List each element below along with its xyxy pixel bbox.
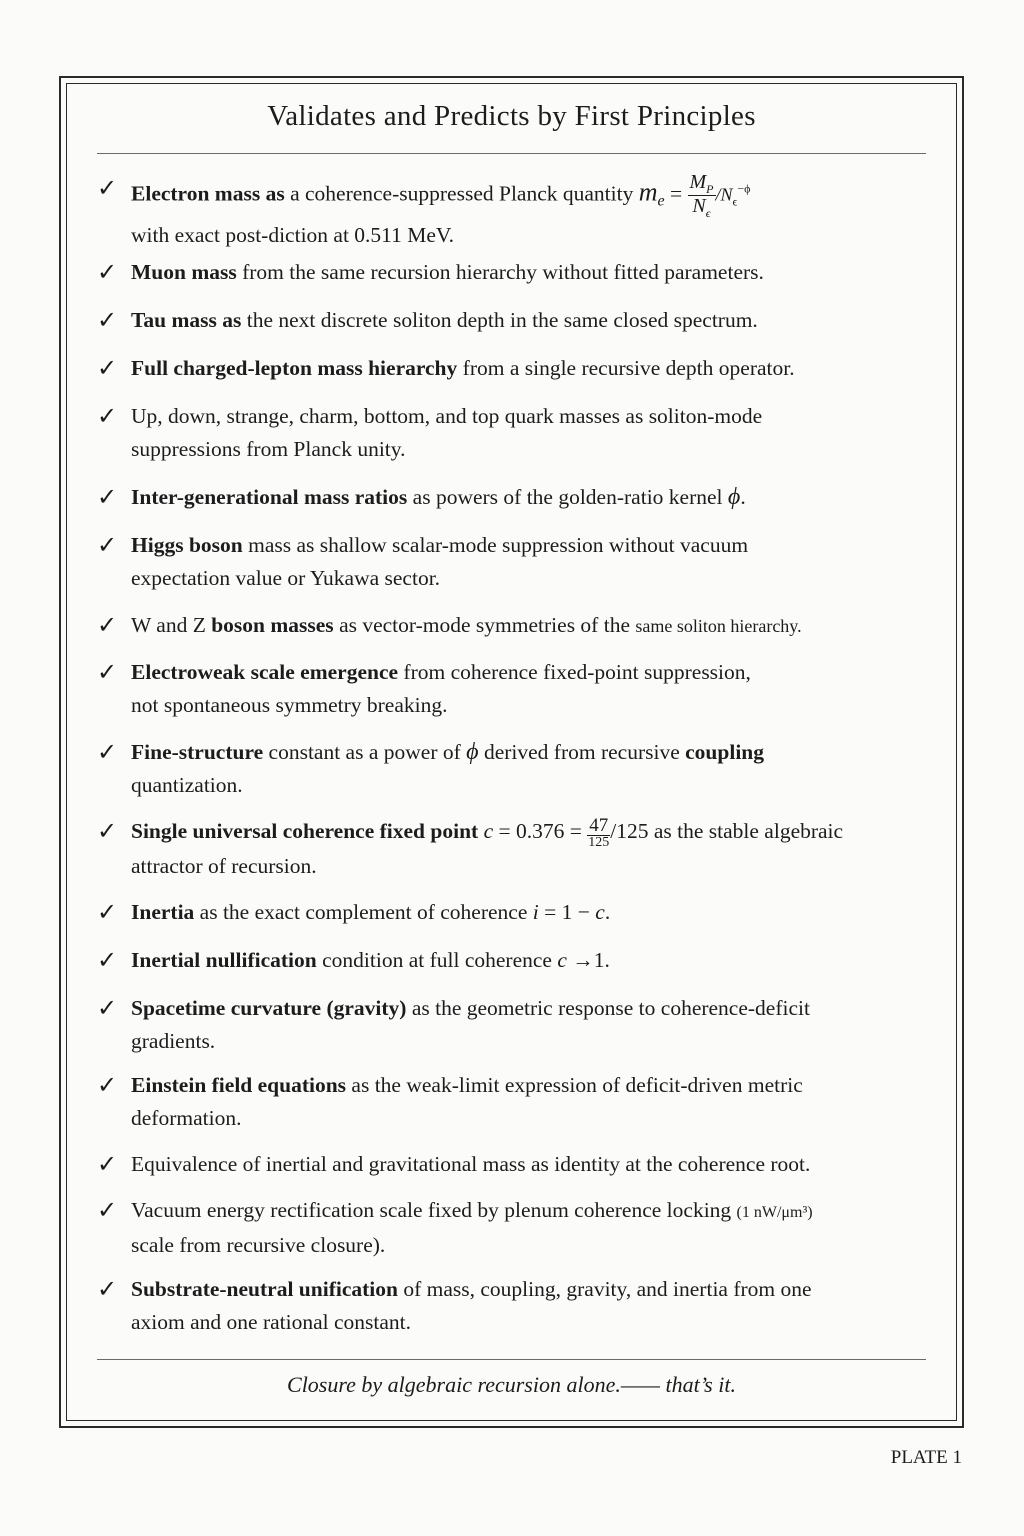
list-item-tau-mass: ✓ Tau mass as the next discrete soliton depth in the same closed spectrum. xyxy=(97,304,947,337)
list-item-wz-bosons: ✓ W and Z boson masses as vector-mode symmetries of the same soliton hierarchy. xyxy=(97,609,947,643)
check-icon: ✓ xyxy=(97,658,118,686)
check-icon: ✓ xyxy=(97,1275,118,1303)
list-item-einstein-equations: ✓ Einstein field equations as the weak-limit expression of deficit-driven metric deformation. xyxy=(97,1071,803,1130)
check-icon: ✓ xyxy=(97,738,118,766)
check-icon: ✓ xyxy=(97,354,118,382)
check-icon: ✓ xyxy=(97,994,118,1022)
top-divider xyxy=(97,153,926,154)
list-item-electroweak: ✓ Electroweak scale emergence from coherence fixed-point suppression, not spontaneous symmetry breaking. xyxy=(97,658,751,717)
check-icon: ✓ xyxy=(97,402,118,430)
closing-tagline: Closure by algebraic recursion alone.—— that’s it. xyxy=(287,1372,736,1397)
check-icon: ✓ xyxy=(97,1196,118,1224)
list-item-inertia: ✓ Inertia as the exact complement of coherence i = 1 − c. xyxy=(97,896,947,929)
check-icon: ✓ xyxy=(97,483,118,511)
check-icon: ✓ xyxy=(97,611,118,639)
list-item-lepton-hierarchy: ✓ Full charged-lepton mass hierarchy from a single recursive depth operator. xyxy=(97,352,947,385)
check-icon: ✓ xyxy=(97,531,118,559)
list-item-fixed-point: ✓ Single universal coherence fixed point c = 0.376 = $\frac{47}{125}$ /125 as the stable algebraic attractor of recursion. xyxy=(97,815,844,879)
plate-label: PLATE 1 xyxy=(890,1447,962,1468)
list-item-fine-structure: ✓ Fine-structure constant as a power of ϕ derived from recursive coupling quantization. xyxy=(97,738,765,797)
check-icon: ✓ xyxy=(97,898,118,926)
list-item-mass-ratios: ✓ Inter-generational mass ratios as powers of the golden-ratio kernel ϕ. xyxy=(97,481,947,514)
page-title: Validates and Predicts by First Principles xyxy=(267,100,756,132)
list-item-spacetime-curvature: ✓ Spacetime curvature (gravity) as the geometric response to coherence-deficit gradients. xyxy=(97,994,810,1053)
bottom-divider xyxy=(97,1359,926,1360)
list-item-higgs: ✓ Higgs boson mass as shallow scalar-mode suppression without vacuum expectation value or Yukawa sector. xyxy=(97,531,749,590)
list-item-vacuum-energy: ✓ Vacuum energy rectification scale fixed by plenum coherence locking (1 nW/μm³) scale from recursive closure). xyxy=(97,1196,813,1257)
check-icon: ✓ xyxy=(97,1071,118,1099)
list-item-muon-mass: ✓ Muon mass from the same recursion hierarchy without fitted parameters. xyxy=(97,256,947,289)
check-icon: ✓ xyxy=(97,258,118,286)
check-icon: ✓ xyxy=(97,817,118,845)
list-item-quark-masses: ✓ Up, down, strange, charm, bottom, and top quark masses as soliton-mode suppressions from Planck unity. xyxy=(97,402,763,461)
check-icon: ✓ xyxy=(97,1150,118,1178)
list-item-inertial-nullification: ✓ Inertial nullification condition at full coherence c →1. xyxy=(97,944,947,977)
check-icon: ✓ xyxy=(97,174,118,202)
list-item-unification: ✓ Substrate-neutral unification of mass, coupling, gravity, and inertia from one axiom and one rational constant. xyxy=(97,1275,812,1334)
fixed-point-fraction: $\frac{47}{125}$ xyxy=(588,815,610,851)
list-item-electron-mass: ✓ Electron mass as a coherence-suppressed Planck quantity $m_e$ = $\frac{M_P}{N_\epsilon}$ $/N_\epsilon^{-\phi}$ with exact post-diction at 0.511 MeV. xyxy=(97,171,751,247)
list-item-equivalence: ✓ Equivalence of inertial and gravitational mass as identity at the coherence root. xyxy=(97,1148,947,1181)
check-icon: ✓ xyxy=(97,306,118,334)
check-icon: ✓ xyxy=(97,946,118,974)
planck-fraction: $\frac{M_P}{N_\epsilon}$ xyxy=(689,171,714,220)
